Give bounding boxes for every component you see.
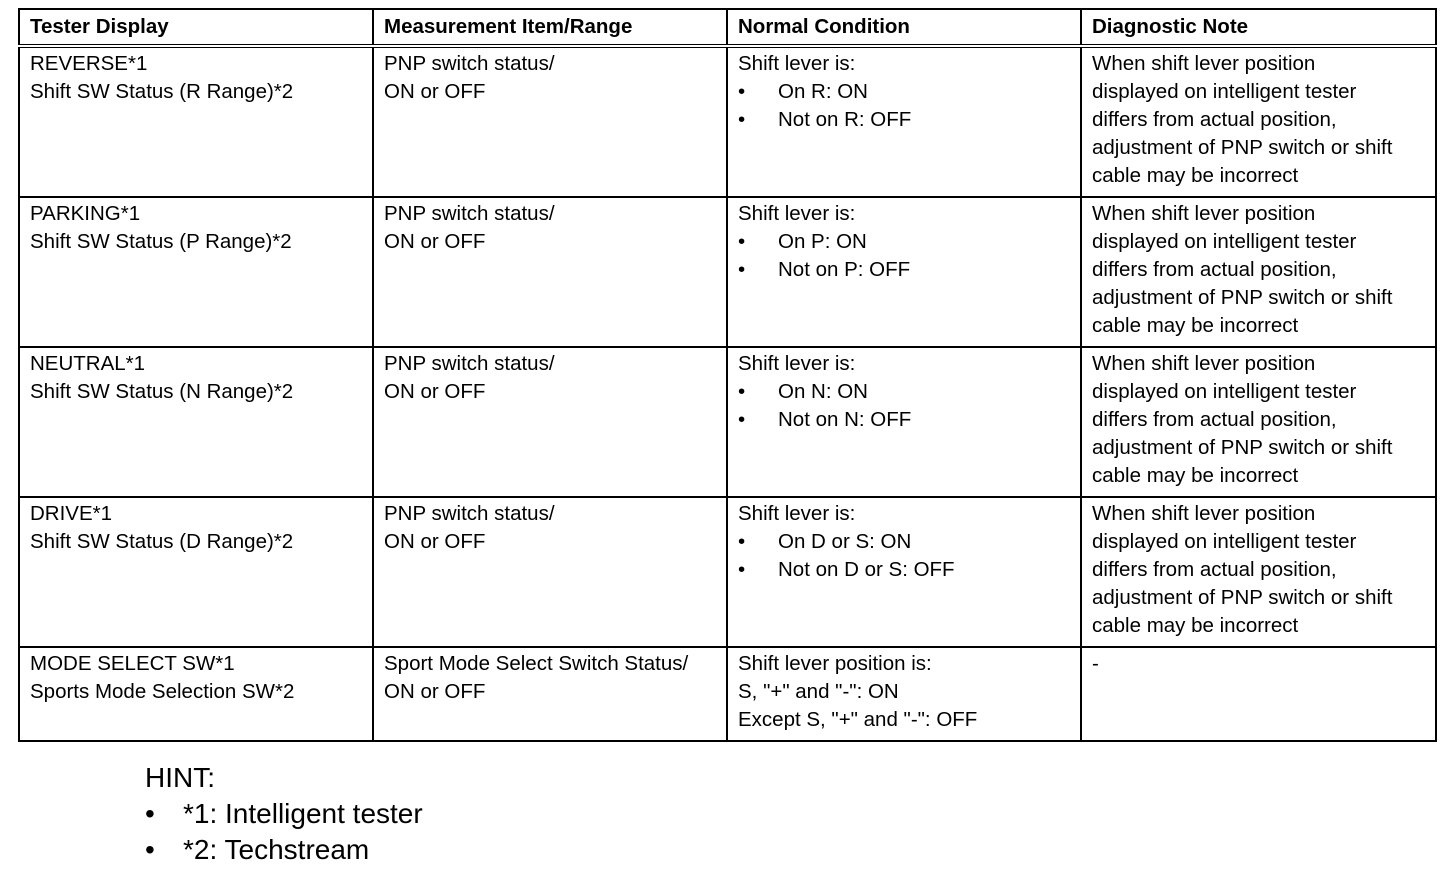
bullet-icon: • (738, 530, 746, 553)
note-line: cable may be incorrect (1092, 464, 1299, 487)
diagnostic-note-cell (1081, 46, 1436, 197)
tester-display-name: DRIVE*1 (30, 502, 113, 525)
measurement-range: ON or OFF (384, 530, 486, 553)
note-line: adjustment of PNP switch or shift (1092, 586, 1393, 609)
note-line: adjustment of PNP switch or shift (1092, 136, 1393, 159)
tester-display-name: NEUTRAL*1 (30, 352, 146, 375)
measurement-item: Sport Mode Select Switch Status/ (384, 652, 689, 675)
header-diagnostic-note: Diagnostic Note (1081, 9, 1436, 46)
diagnostic-note-cell (1081, 347, 1436, 497)
diagnostic-note-cell (1081, 647, 1436, 741)
condition-bullet-item: • Not on N: OFF (738, 406, 1070, 434)
table-row (19, 197, 1436, 347)
tester-display-cell (19, 197, 373, 347)
hint-item (145, 832, 423, 868)
note-line: - (1092, 652, 1099, 675)
condition-line: Shift lever position is: (738, 652, 932, 675)
tester-display-name-alt: Shift SW Status (P Range)*2 (30, 230, 292, 253)
normal-condition-cell (727, 46, 1081, 197)
measurement-cell (373, 647, 727, 741)
bullet-icon: • (738, 108, 746, 131)
measurement-range: ON or OFF (384, 80, 486, 103)
tester-display-cell (19, 497, 373, 647)
note-line: cable may be incorrect (1092, 164, 1299, 187)
header-row (19, 9, 1436, 46)
measurement-item: PNP switch status/ (384, 52, 555, 75)
header-measurement-item: Measurement Item/Range (373, 9, 727, 46)
note-line: adjustment of PNP switch or shift (1092, 286, 1393, 309)
data-list-table (18, 8, 1437, 742)
measurement-item: PNP switch status/ (384, 502, 555, 525)
normal-condition-cell (727, 197, 1081, 347)
note-line: displayed on intelligent tester (1092, 380, 1357, 403)
normal-condition-cell (727, 347, 1081, 497)
hint-item-text: *1: Intelligent tester (183, 798, 423, 829)
note-line: When shift lever position (1092, 352, 1316, 375)
tester-display-name-alt: Shift SW Status (N Range)*2 (30, 380, 294, 403)
hint-section (145, 760, 423, 868)
condition-bullet-item: • On D or S: ON (738, 528, 1070, 556)
condition-bullet-item: • On N: ON (738, 378, 1070, 406)
normal-condition-cell (727, 497, 1081, 647)
table-row (19, 46, 1436, 197)
tester-display-name-alt: Shift SW Status (D Range)*2 (30, 530, 294, 553)
note-line: differs from actual position, (1092, 108, 1337, 131)
condition-intro: Shift lever is: (738, 202, 856, 225)
tester-display-name: MODE SELECT SW*1 (30, 652, 235, 675)
note-line: When shift lever position (1092, 52, 1316, 75)
condition-line: S, "+" and "-": ON (738, 680, 899, 703)
hint-item-text: *2: Techstream (183, 834, 370, 865)
measurement-item: PNP switch status/ (384, 202, 555, 225)
tester-display-name: PARKING*1 (30, 202, 141, 225)
measurement-cell (373, 347, 727, 497)
note-line: displayed on intelligent tester (1092, 530, 1357, 553)
tester-display-name-alt: Shift SW Status (R Range)*2 (30, 80, 294, 103)
condition-bullet-item: • On P: ON (738, 228, 1070, 256)
note-line: adjustment of PNP switch or shift (1092, 436, 1393, 459)
bullet-icon: • (738, 408, 746, 431)
measurement-cell (373, 46, 727, 197)
table-row (19, 647, 1436, 741)
hint-item (145, 796, 423, 832)
tester-display-cell (19, 647, 373, 741)
table-row (19, 497, 1436, 647)
diagnostic-note-cell (1081, 497, 1436, 647)
condition-bullet-item: • Not on P: OFF (738, 256, 1070, 284)
note-line: differs from actual position, (1092, 558, 1337, 581)
note-line: cable may be incorrect (1092, 614, 1299, 637)
hint-title: HINT: (145, 762, 215, 793)
bullet-icon: • (738, 80, 746, 103)
bullet-icon: • (738, 230, 746, 253)
bullet-icon: • (738, 558, 746, 581)
tester-display-name: REVERSE*1 (30, 52, 148, 75)
note-line: displayed on intelligent tester (1092, 80, 1357, 103)
condition-intro: Shift lever is: (738, 502, 856, 525)
condition-intro: Shift lever is: (738, 52, 856, 75)
condition-bullet-item: • On R: ON (738, 78, 1070, 106)
bullet-icon: • (145, 834, 155, 865)
condition-intro: Shift lever is: (738, 352, 856, 375)
measurement-cell (373, 497, 727, 647)
header-normal-condition: Normal Condition (727, 9, 1081, 46)
bullet-icon: • (738, 380, 746, 403)
condition-bullet-item: • Not on R: OFF (738, 106, 1070, 134)
note-line: differs from actual position, (1092, 258, 1337, 281)
tester-display-name-alt: Sports Mode Selection SW*2 (30, 680, 295, 703)
measurement-item: PNP switch status/ (384, 352, 555, 375)
bullet-icon: • (738, 258, 746, 281)
condition-line: Except S, "+" and "-": OFF (738, 708, 978, 731)
note-line: differs from actual position, (1092, 408, 1337, 431)
note-line: cable may be incorrect (1092, 314, 1299, 337)
table-row (19, 347, 1436, 497)
note-line: When shift lever position (1092, 502, 1316, 525)
tester-display-cell (19, 347, 373, 497)
bullet-icon: • (145, 798, 155, 829)
measurement-range: ON or OFF (384, 380, 486, 403)
measurement-range: ON or OFF (384, 230, 486, 253)
normal-condition-cell (727, 647, 1081, 741)
measurement-range: ON or OFF (384, 680, 486, 703)
diagnostic-note-cell (1081, 197, 1436, 347)
note-line: When shift lever position (1092, 202, 1316, 225)
header-tester-display: Tester Display (19, 9, 373, 46)
measurement-cell (373, 197, 727, 347)
tester-display-cell (19, 46, 373, 197)
condition-bullet-item: • Not on D or S: OFF (738, 556, 1070, 584)
note-line: displayed on intelligent tester (1092, 230, 1357, 253)
